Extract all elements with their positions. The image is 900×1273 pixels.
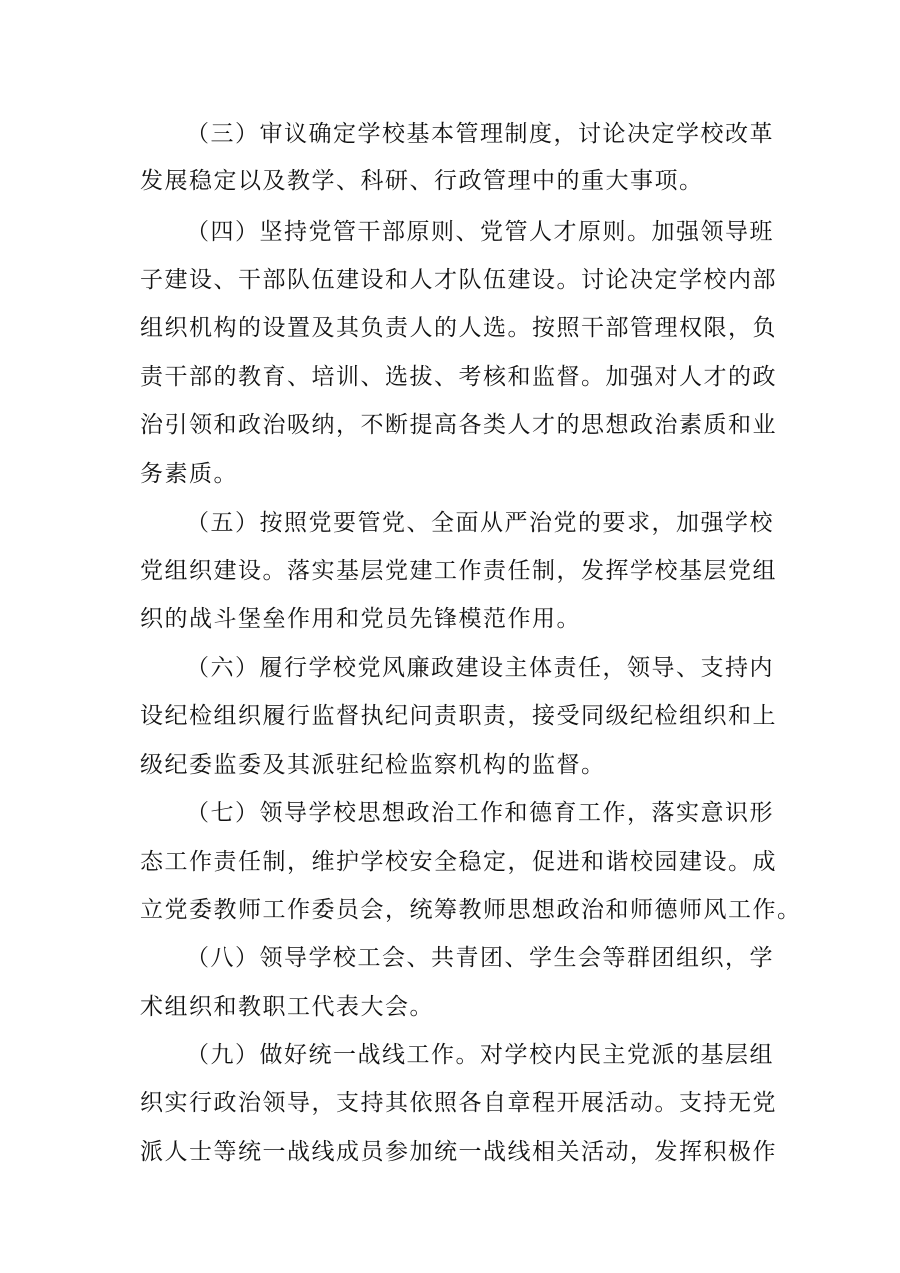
- paragraph-3-line-1: （三）审议确定学校基本管理制度，讨论决定学校改革: [186, 121, 774, 147]
- paragraph-4-line-4: 责干部的教育、培训、选拔、考核和监督。加强对人才的政: [140, 364, 777, 390]
- paragraph-4-line-3: 组织机构的设置及其负责人的人选。按照干部管理权限，负: [140, 315, 777, 341]
- paragraph-9-line-2: 织实行政治领导，支持其依照各自章程开展活动。支持无党: [140, 1090, 777, 1116]
- paragraph-7-line-3: 立党委教师工作委员会，统筹教师思想政治和师德师风工作。: [140, 897, 802, 923]
- paragraph-7-line-1: （七）领导学校思想政治工作和德育工作，落实意识形: [186, 800, 774, 826]
- paragraph-9-line-1: （九）做好统一战线工作。对学校内民主党派的基层组: [186, 1042, 774, 1068]
- paragraph-8-line-2: 术组织和教职工代表大会。: [140, 994, 434, 1020]
- paragraph-5-line-3: 织的战斗堡垒作用和党员先锋模范作用。: [140, 606, 581, 632]
- paragraph-5-line-2: 党组织建设。落实基层党建工作责任制，发挥学校基层党组: [140, 558, 777, 584]
- paragraph-9-line-3: 派人士等统一战线成员参加统一战线相关活动，发挥积极作: [140, 1139, 777, 1165]
- paragraph-3-line-2: 发展稳定以及教学、科研、行政管理中的重大事项。: [140, 168, 704, 194]
- paragraph-4-line-2: 子建设、干部队伍建设和人才队伍建设。讨论决定学校内部: [140, 267, 777, 293]
- paragraph-4-line-1: （四）坚持党管干部原则、党管人才原则。加强领导班: [186, 219, 774, 245]
- paragraph-8-line-1: （八）领导学校工会、共青团、学生会等群团组织，学: [186, 945, 774, 971]
- paragraph-7-line-2: 态工作责任制，维护学校安全稳定，促进和谐校园建设。成: [140, 849, 777, 875]
- paragraph-6-line-1: （六）履行学校党风廉政建设主体责任，领导、支持内: [186, 655, 774, 681]
- paragraph-6-line-2: 设纪检组织履行监督执纪问责职责，接受同级纪检组织和上: [140, 703, 777, 729]
- paragraph-5-line-1: （五）按照党要管党、全面从严治党的要求，加强学校: [186, 510, 774, 536]
- paragraph-6-line-3: 级纪委监委及其派驻纪检监察机构的监督。: [140, 752, 606, 778]
- paragraph-4-line-6: 务素质。: [140, 461, 238, 487]
- paragraph-4-line-5: 治引领和政治吸纳，不断提高各类人才的思想政治素质和业: [140, 412, 777, 438]
